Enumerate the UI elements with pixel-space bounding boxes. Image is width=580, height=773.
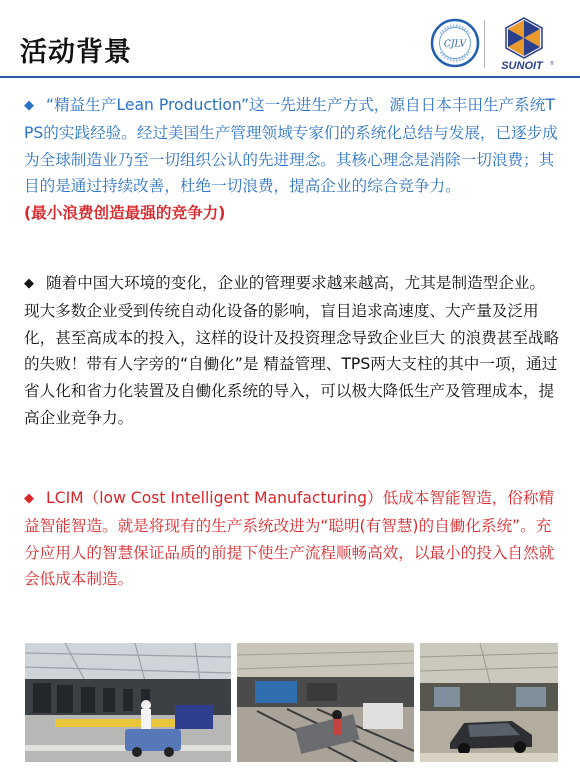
paragraph-china-environment xyxy=(24,270,560,432)
paragraph-emphasis: (最小浪费创造最强的竞争力) xyxy=(24,204,226,223)
factory-car-body-photo xyxy=(420,643,558,762)
diamond-icon: ◆ xyxy=(24,276,34,291)
paragraph-text: 随着中国大环境的变化，企业的管理要求越来越高，尤其是制造型企业。现大多数企业受到传统自动化设备的影响，盲目追求高速度、大产量及泛用化，甚至高成本的投入，这样的设计及投资理念导致企业巨大 的浪费甚至战略的失败！带有人字旁的“自働化”是 精益管理、TPS两大支柱的其中一项，通过省人化和省力化装置及自働化系统的导入，可以极大降低生产及管理成本，提高企业竞争力。 xyxy=(24,274,560,427)
paragraph-text: LCIM（low Cost Intelligent Manufacturing）低成本智能智造，俗称精益智能智造。就是将现有的生产系统改进为“聪明(有智慧)的自働化系统”。充分应用人的智慧保证品质的前提下使生产流程顺畅高效，以最小的投入自然就会低成本制造。 xyxy=(24,489,555,589)
paragraph-lcim xyxy=(24,485,560,593)
factory-conveyor-photo xyxy=(237,643,414,762)
page-title: 活动背景 xyxy=(20,37,132,68)
sunoit-logo xyxy=(490,14,558,72)
diamond-icon: ◆ xyxy=(24,491,34,506)
paragraph-text: “精益生产Lean Production”这一先进生产方式，源自日本丰田生产系统TPS的实践经验。经过美国生产管理领域专家们的系统化总结与发展，已逐步成为全球制造业乃至一切组织公认的先进理念。其核心理念是消除一切浪费；其目的是通过持续改善，杜绝一切浪费，提高企业的综合竞争力。 xyxy=(24,96,558,196)
diamond-icon: ◆ xyxy=(24,98,34,113)
paragraph-lean-production xyxy=(24,92,560,227)
association-logo-text: CJLV xyxy=(444,39,466,50)
logo-separator xyxy=(484,20,485,68)
factory-assembly-line-photo xyxy=(25,643,231,762)
association-logo xyxy=(430,18,480,68)
sunoit-registered-mark: ® xyxy=(550,61,554,67)
sunoit-logo-text: SUNOIT xyxy=(501,60,543,72)
title-underline xyxy=(0,76,580,78)
